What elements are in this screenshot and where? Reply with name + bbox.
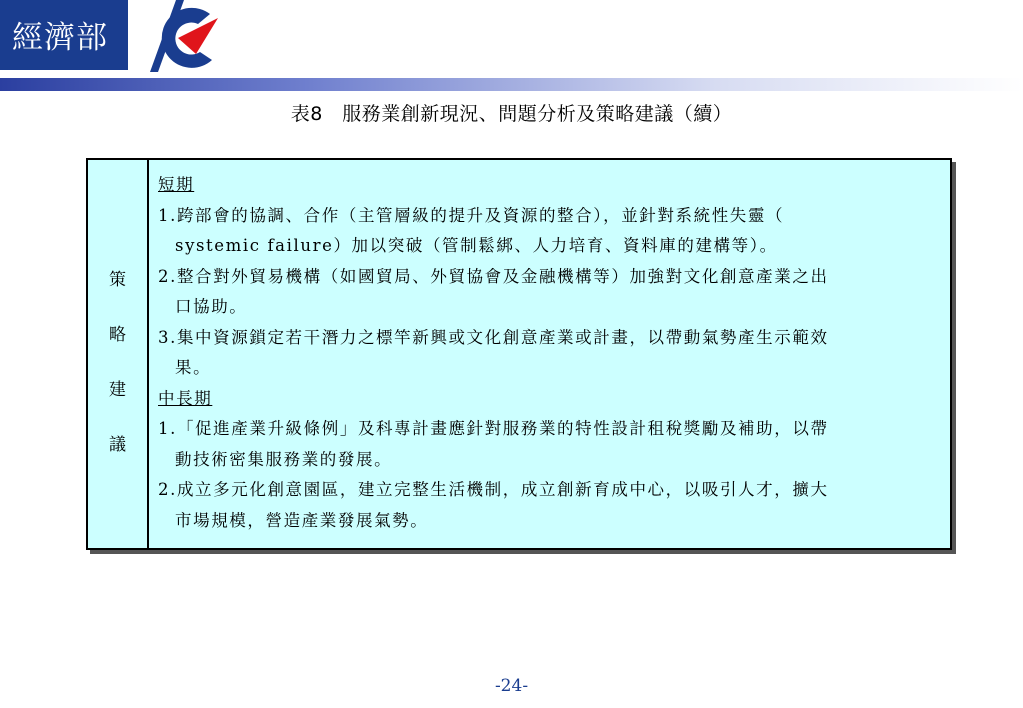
strategy-content [158,170,933,536]
side-label-column [88,160,149,548]
page-number: -24- [494,676,529,696]
short-term-item-1-line-1: 1.跨部會的協調、合作（主管層級的提升及資源的整合），並針對系統性失靈（ [158,205,785,225]
side-label-char: 建 [109,380,126,400]
short-term-item-1-line-2: systemic failure）加以突破（管制鬆綁、人力培育、資料庫的建構等）。 [175,236,778,255]
short-term-item-2-line-1: 2.整合對外貿易機構（如國貿局、外貿協會及金融機構等）加強對文化創意產業之出 [158,266,829,286]
short-term-heading: 短期 [158,175,195,194]
side-label-char: 議 [109,435,126,455]
ministry-logo [0,0,128,70]
short-term-item-3-line-1: 3.集中資源鎖定若干潛力之標竿新興或文化創意產業或計畫，以帶動氣勢產生示範效 [158,327,829,347]
strategy-panel [86,158,952,550]
short-term-item-3-line-2: 果。 [175,358,212,377]
short-term-item-2-line-2: 口協助。 [175,297,248,316]
long-term-heading: 中長期 [158,388,213,408]
long-term-item-1-line-1: 1.「促進產業升級條例」及科專計畫應針對服務業的特性設計租稅獎勵及補助，以帶 [158,419,829,438]
header-gradient-bar [0,78,1023,91]
long-term-item-2-line-1: 2.成立多元化創意園區，建立完整生活機制，成立創新育成中心，以吸引人才，擴大 [158,480,829,499]
long-term-item-1-line-2: 動技術密集服務業的發展。 [175,449,393,469]
logo-text: 經濟部 [12,20,108,56]
page-title: 表8 服務業創新現況、問題分析及策略建議（續） [290,103,733,125]
long-term-item-2-line-2: 市場規模，營造產業發展氣勢。 [175,510,429,530]
side-label-char: 略 [109,325,126,345]
ministry-emblem-icon [128,0,228,72]
side-label-char: 策 [109,270,126,290]
